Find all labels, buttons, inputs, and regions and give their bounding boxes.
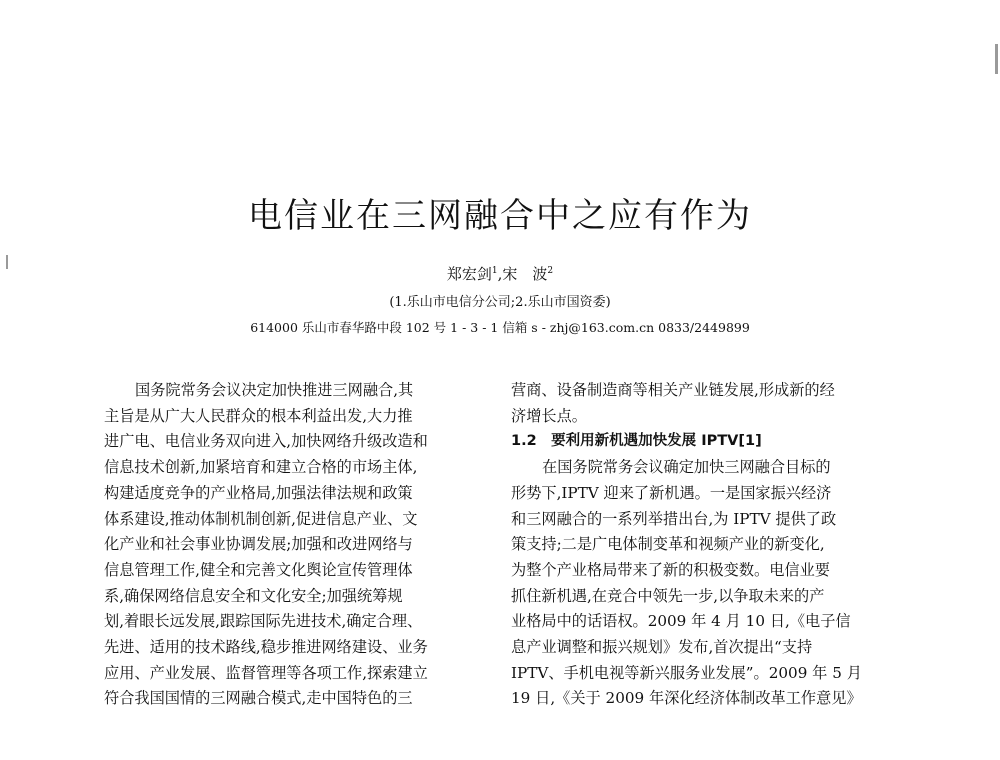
text-line: IPTV、手机电视等新兴服务业发展”。2009 年 5 月	[511, 663, 862, 682]
article-title: 电信业在三网融合中之应有作为	[248, 196, 752, 236]
text-line: 构建适度竞争的产业格局,加强法律法规和政策	[104, 483, 413, 502]
text-line: 营商、设备制造商等相关产业链发展,形成新的经	[511, 381, 835, 399]
text-line: 先进、适用的技术路线,稳步推进网络建设、业务	[104, 638, 428, 657]
text-line: 信息管理工作,健全和完善文化舆论宣传管理体	[104, 560, 413, 579]
text-line: 应用、产业发展、监督管理等各项工作,探索建立	[104, 663, 428, 682]
text-line: 和三网融合的一系列举措出台,为 IPTV 提供了政	[511, 509, 837, 528]
author-separator: ,	[497, 265, 503, 283]
section-heading: 1.2 要利用新机遇加快发展 IPTV[1]	[511, 433, 762, 450]
text-line: 化产业和社会事业协调发展;加强和改进网络与	[104, 535, 413, 554]
text-line: 系,确保网络信息安全和文化安全;加强统筹规	[104, 586, 403, 605]
text-line: 为整个产业格局带来了新的积极变数。电信业要	[511, 560, 830, 579]
contact-address: 614000 乐山市春华路中段 102 号 1 - 3 - 1 信箱 s - zhj@163.com.cn 0833/2449899	[250, 320, 750, 335]
text-line: 体系建设,推动体制机制创新,促进信息产业、文	[104, 509, 418, 528]
text-line: 19 日,《关于 2009 年深化经济体制改革工作意见》	[511, 689, 862, 708]
text-line: 形势下,IPTV 迎来了新机遇。一是国家振兴经济	[511, 483, 832, 502]
text-line: 主旨是从广大人民群众的根本利益出发,大力推	[104, 406, 413, 425]
text-line: 国务院常务会议决定加快推进三网融合,其	[135, 381, 414, 399]
author-affiliation-marker: 2	[547, 266, 554, 276]
author-name: 郑宏剑	[446, 265, 492, 283]
author-affiliation-marker: 1	[491, 266, 498, 276]
author-line	[0, 263, 1000, 284]
text-line: 进广电、电信业务双向进入,加快网络升级改造和	[104, 432, 428, 451]
text-line: 信息技术创新,加紧培育和建立合格的市场主体,	[104, 458, 418, 477]
text-line: 业格局中的话语权。2009 年 4 月 10 日,《电子信	[511, 612, 851, 631]
text-line: 在国务院常务会议确定加快三网融合目标的	[542, 458, 831, 477]
left-column	[104, 378, 484, 712]
text-line: 抓住新机遇,在竞合中领先一步,以争取未来的产	[511, 586, 825, 605]
author-name: 宋 波	[502, 265, 548, 283]
scan-edge-mark	[995, 44, 998, 74]
text-line: 息产业调整和振兴规划》发布,首次提出“支持	[511, 638, 813, 657]
scan-edge-mark	[6, 255, 8, 269]
text-line: 济增长点。	[511, 406, 587, 425]
text-line: 策支持;二是广电体制变革和视频产业的新变化,	[511, 535, 825, 554]
right-column	[511, 378, 895, 712]
affiliations: (1.乐山市电信分公司;2.乐山市国资委)	[389, 295, 611, 310]
text-line: 符合我国国情的三网融合模式,走中国特色的三	[104, 689, 413, 708]
text-line: 划,着眼长远发展,跟踪国际先进技术,确定合理、	[104, 612, 423, 631]
